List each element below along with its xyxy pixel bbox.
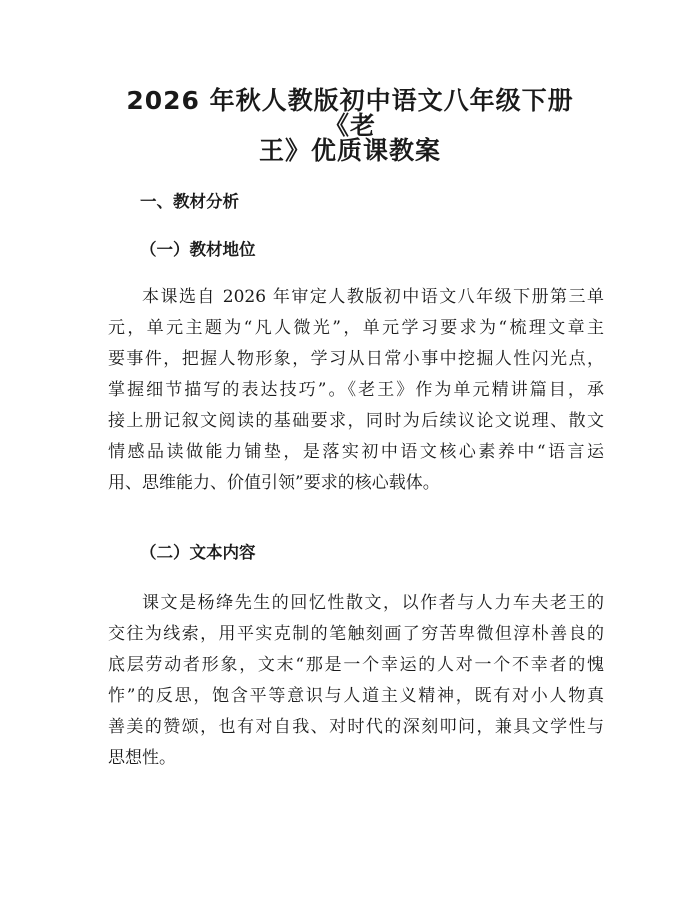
paragraph-line: 交往为线索，用平实克制的笔触刻画了穷苦卑微但淳朴善良的 bbox=[108, 624, 604, 644]
section-heading-textbook-analysis: 一、教材分析 bbox=[140, 192, 239, 211]
subsection-heading-textbook-position: （一）教材地位 bbox=[140, 240, 256, 259]
paragraph-line: 用、思维能力、价值引领”要求的核心载体。 bbox=[108, 473, 440, 493]
paragraph-line: 情感品读做能力铺垫，是落实初中语文核心素养中“语言运 bbox=[108, 442, 604, 462]
subsection-heading-text-content: （二）文本内容 bbox=[140, 543, 256, 562]
paragraph-line: 要事件，把握人物形象，学习从日常小事中挖掘人性闪光点， bbox=[108, 349, 604, 369]
paragraph-line: 元，单元主题为“凡人微光”，单元学习要求为“梳理文章主 bbox=[108, 318, 604, 338]
paragraph-text-content bbox=[108, 588, 604, 774]
paragraph-line: 怍”的反思，饱含平等意识与人道主义精神，既有对小人物真 bbox=[108, 686, 604, 706]
paragraph-line: 善美的赞颂，也有对自我、对时代的深刻叩问，兼具文学性与 bbox=[108, 717, 604, 737]
paragraph-textbook-position bbox=[108, 282, 604, 499]
document-title-line-2: 王》优质课教案 bbox=[258, 136, 441, 165]
paragraph-line: 思想性。 bbox=[108, 748, 176, 768]
paragraph-line: 掌握细节描写的表达技巧”。《老王》作为单元精讲篇目，承 bbox=[108, 380, 604, 400]
paragraph-line: 底层劳动者形象，文末“那是一个幸运的人对一个不幸者的愧 bbox=[108, 655, 604, 675]
document-title-line-1: 2026 年秋人教版初中语文八年级下册《老 bbox=[126, 86, 574, 140]
paragraph-line: 课文是杨绛先生的回忆性散文，以作者与人力车夫老王的 bbox=[142, 593, 604, 613]
paragraph-line: 接上册记叙文阅读的基础要求，同时为后续议论文说理、散文 bbox=[108, 411, 604, 431]
paragraph-line: 本课选自 2026 年审定人教版初中语文八年级下册第三单 bbox=[142, 287, 604, 307]
